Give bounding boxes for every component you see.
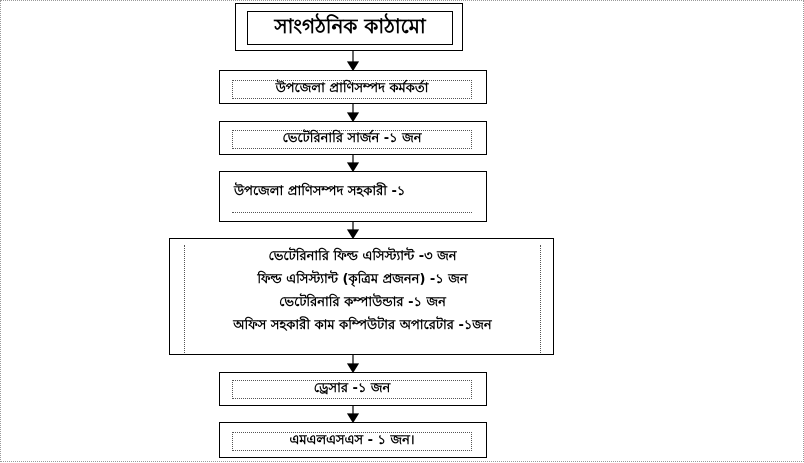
arrowhead-n3: [348, 163, 358, 171]
arrowhead-n5: [348, 364, 358, 372]
arrowhead-n4: [348, 230, 358, 238]
node-field-staff-line: ফিল্ড এসিস্ট্যান্ট (কৃত্রিম প্রজনন) -১ জন: [257, 272, 468, 287]
node-veterinary-surgeon-label: ভেটেরিনারি সার্জন -১ জন: [232, 130, 472, 149]
node-mlss-label: এমএলএসএস - ১ জন।: [232, 432, 472, 451]
node-field-staff-line: ভেটেরিনারি ফিল্ড এসিস্ট্যান্ট -৩ জন: [268, 249, 457, 264]
node-livestock-assistant-label: উপজেলা প্রাণিসম্পদ সহকারী -১: [234, 183, 406, 199]
diagram-title-text: সাংগঠনিক কাঠামো: [274, 13, 426, 38]
arrowhead-n2: [348, 113, 358, 121]
node-upazila-livestock-officer-label: উপজেলা প্রাণিসম্পদ কর্মকর্তা: [232, 80, 472, 99]
node-field-staff-line: অফিস সহকারী কাম কম্পিউটার অপারেটার -১জন: [233, 318, 492, 333]
connector-arrows: [1, 1, 804, 463]
node-field-staff-line: ভেটেরিনারি কম্পাউন্ডার -১ জন: [279, 295, 446, 310]
node-dresser-label: ড্রেসার -১ জন: [232, 380, 472, 399]
arrowhead-n1: [348, 62, 358, 70]
arrowhead-n6: [348, 414, 358, 422]
